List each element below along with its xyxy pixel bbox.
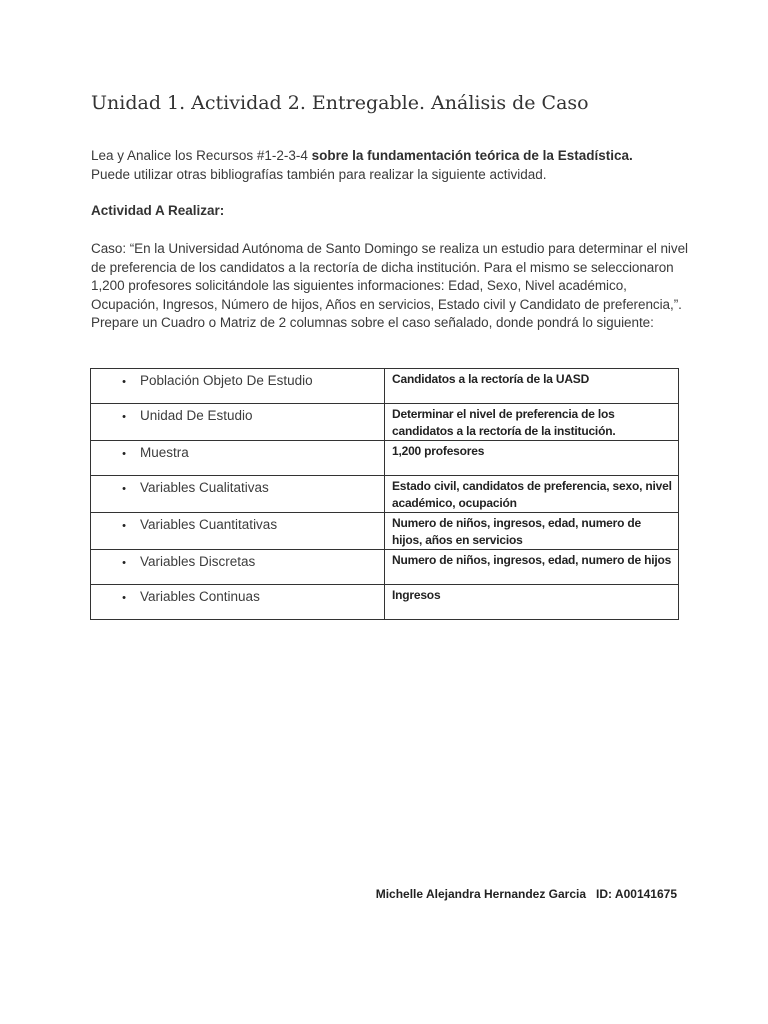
row-label: Variables Cuantitativas [140, 517, 278, 532]
activity-subtitle: Actividad A Realizar: [91, 203, 225, 218]
row-label-cell [91, 404, 385, 441]
bullet-icon: • [122, 483, 126, 495]
row-value-cell [385, 441, 679, 476]
signature-line [376, 887, 677, 901]
row-value-cell [385, 404, 679, 441]
table-row [91, 550, 679, 585]
row-label: Población Objeto De Estudio [140, 373, 313, 388]
row-label: Variables Cualitativas [140, 480, 269, 495]
bullet-icon: • [122, 520, 126, 532]
table-row [91, 369, 679, 404]
bullet-icon: • [122, 411, 126, 423]
intro-bold-text: sobre la fundamentación teórica de la Estadística. [311, 148, 633, 163]
row-value-cell [385, 369, 679, 404]
row-label-cell [91, 476, 385, 513]
row-label: Unidad De Estudio [140, 408, 253, 423]
author-name: Michelle Alejandra Hernandez Garcia [375, 887, 587, 901]
row-label: Variables Continuas [140, 589, 260, 604]
page-title: Unidad 1. Actividad 2. Entregable. Análisis de Caso [91, 92, 589, 114]
intro-paragraph [91, 146, 691, 184]
table-row [91, 513, 679, 550]
bullet-icon: • [122, 557, 126, 569]
row-value: Numero de niños, ingresos, edad, numero de hijos [392, 553, 672, 567]
table-row [91, 404, 679, 441]
row-label-cell [91, 369, 385, 404]
table-row [91, 441, 679, 476]
row-value: Ingresos [392, 588, 441, 602]
bullet-icon: • [122, 448, 126, 460]
row-label-cell [91, 585, 385, 620]
row-value: 1,200 profesores [392, 444, 485, 458]
row-label-cell [91, 513, 385, 550]
table-row [91, 585, 679, 620]
table-row [91, 476, 679, 513]
matrix-table [90, 368, 679, 620]
row-value: Determinar el nivel de preferencia de los candidatos a la rectoría de la institución. [392, 407, 616, 438]
bullet-icon: • [122, 376, 126, 388]
row-value-cell [385, 476, 679, 513]
intro-text-second-line: Puede utilizar otras bibliografías también para realizar la siguiente actividad. [91, 167, 547, 182]
intro-text: Lea y Analice los Recursos #1-2-3-4 [91, 148, 312, 163]
case-paragraph: Caso: “En la Universidad Autónoma de Santo Domingo se realiza un estudio para determinar el nivel de preferencia de los candidatos a la rectoría de dicha institución. Para el mismo se seleccionaron 1,200 profesores solicitándole las siguientes informaciones: Edad, Sexo, Nivel académico, Ocupación, Ingresos, Número de hijos, Años en servicios, Estado civil y Candidato de preferencia,”. Prepare un Cuadro o Matriz de 2 columnas sobre el caso señalado, donde pondrá lo siguiente: [91, 241, 688, 330]
row-value-cell [385, 585, 679, 620]
row-label: Variables Discretas [140, 554, 256, 569]
row-value-cell [385, 513, 679, 550]
author-id: ID: A00141675 [596, 887, 677, 901]
bullet-icon: • [122, 592, 126, 604]
row-label-cell [91, 550, 385, 585]
row-label: Muestra [140, 445, 189, 460]
row-value: Candidatos a la rectoría de la UASD [392, 372, 590, 386]
row-label-cell [91, 441, 385, 476]
row-value: Estado civil, candidatos de preferencia, sexo, nivel académico, ocupación [392, 479, 672, 510]
row-value-cell [385, 550, 679, 585]
row-value: Numero de niños, ingresos, edad, numero de hijos, años en servicios [392, 516, 641, 547]
